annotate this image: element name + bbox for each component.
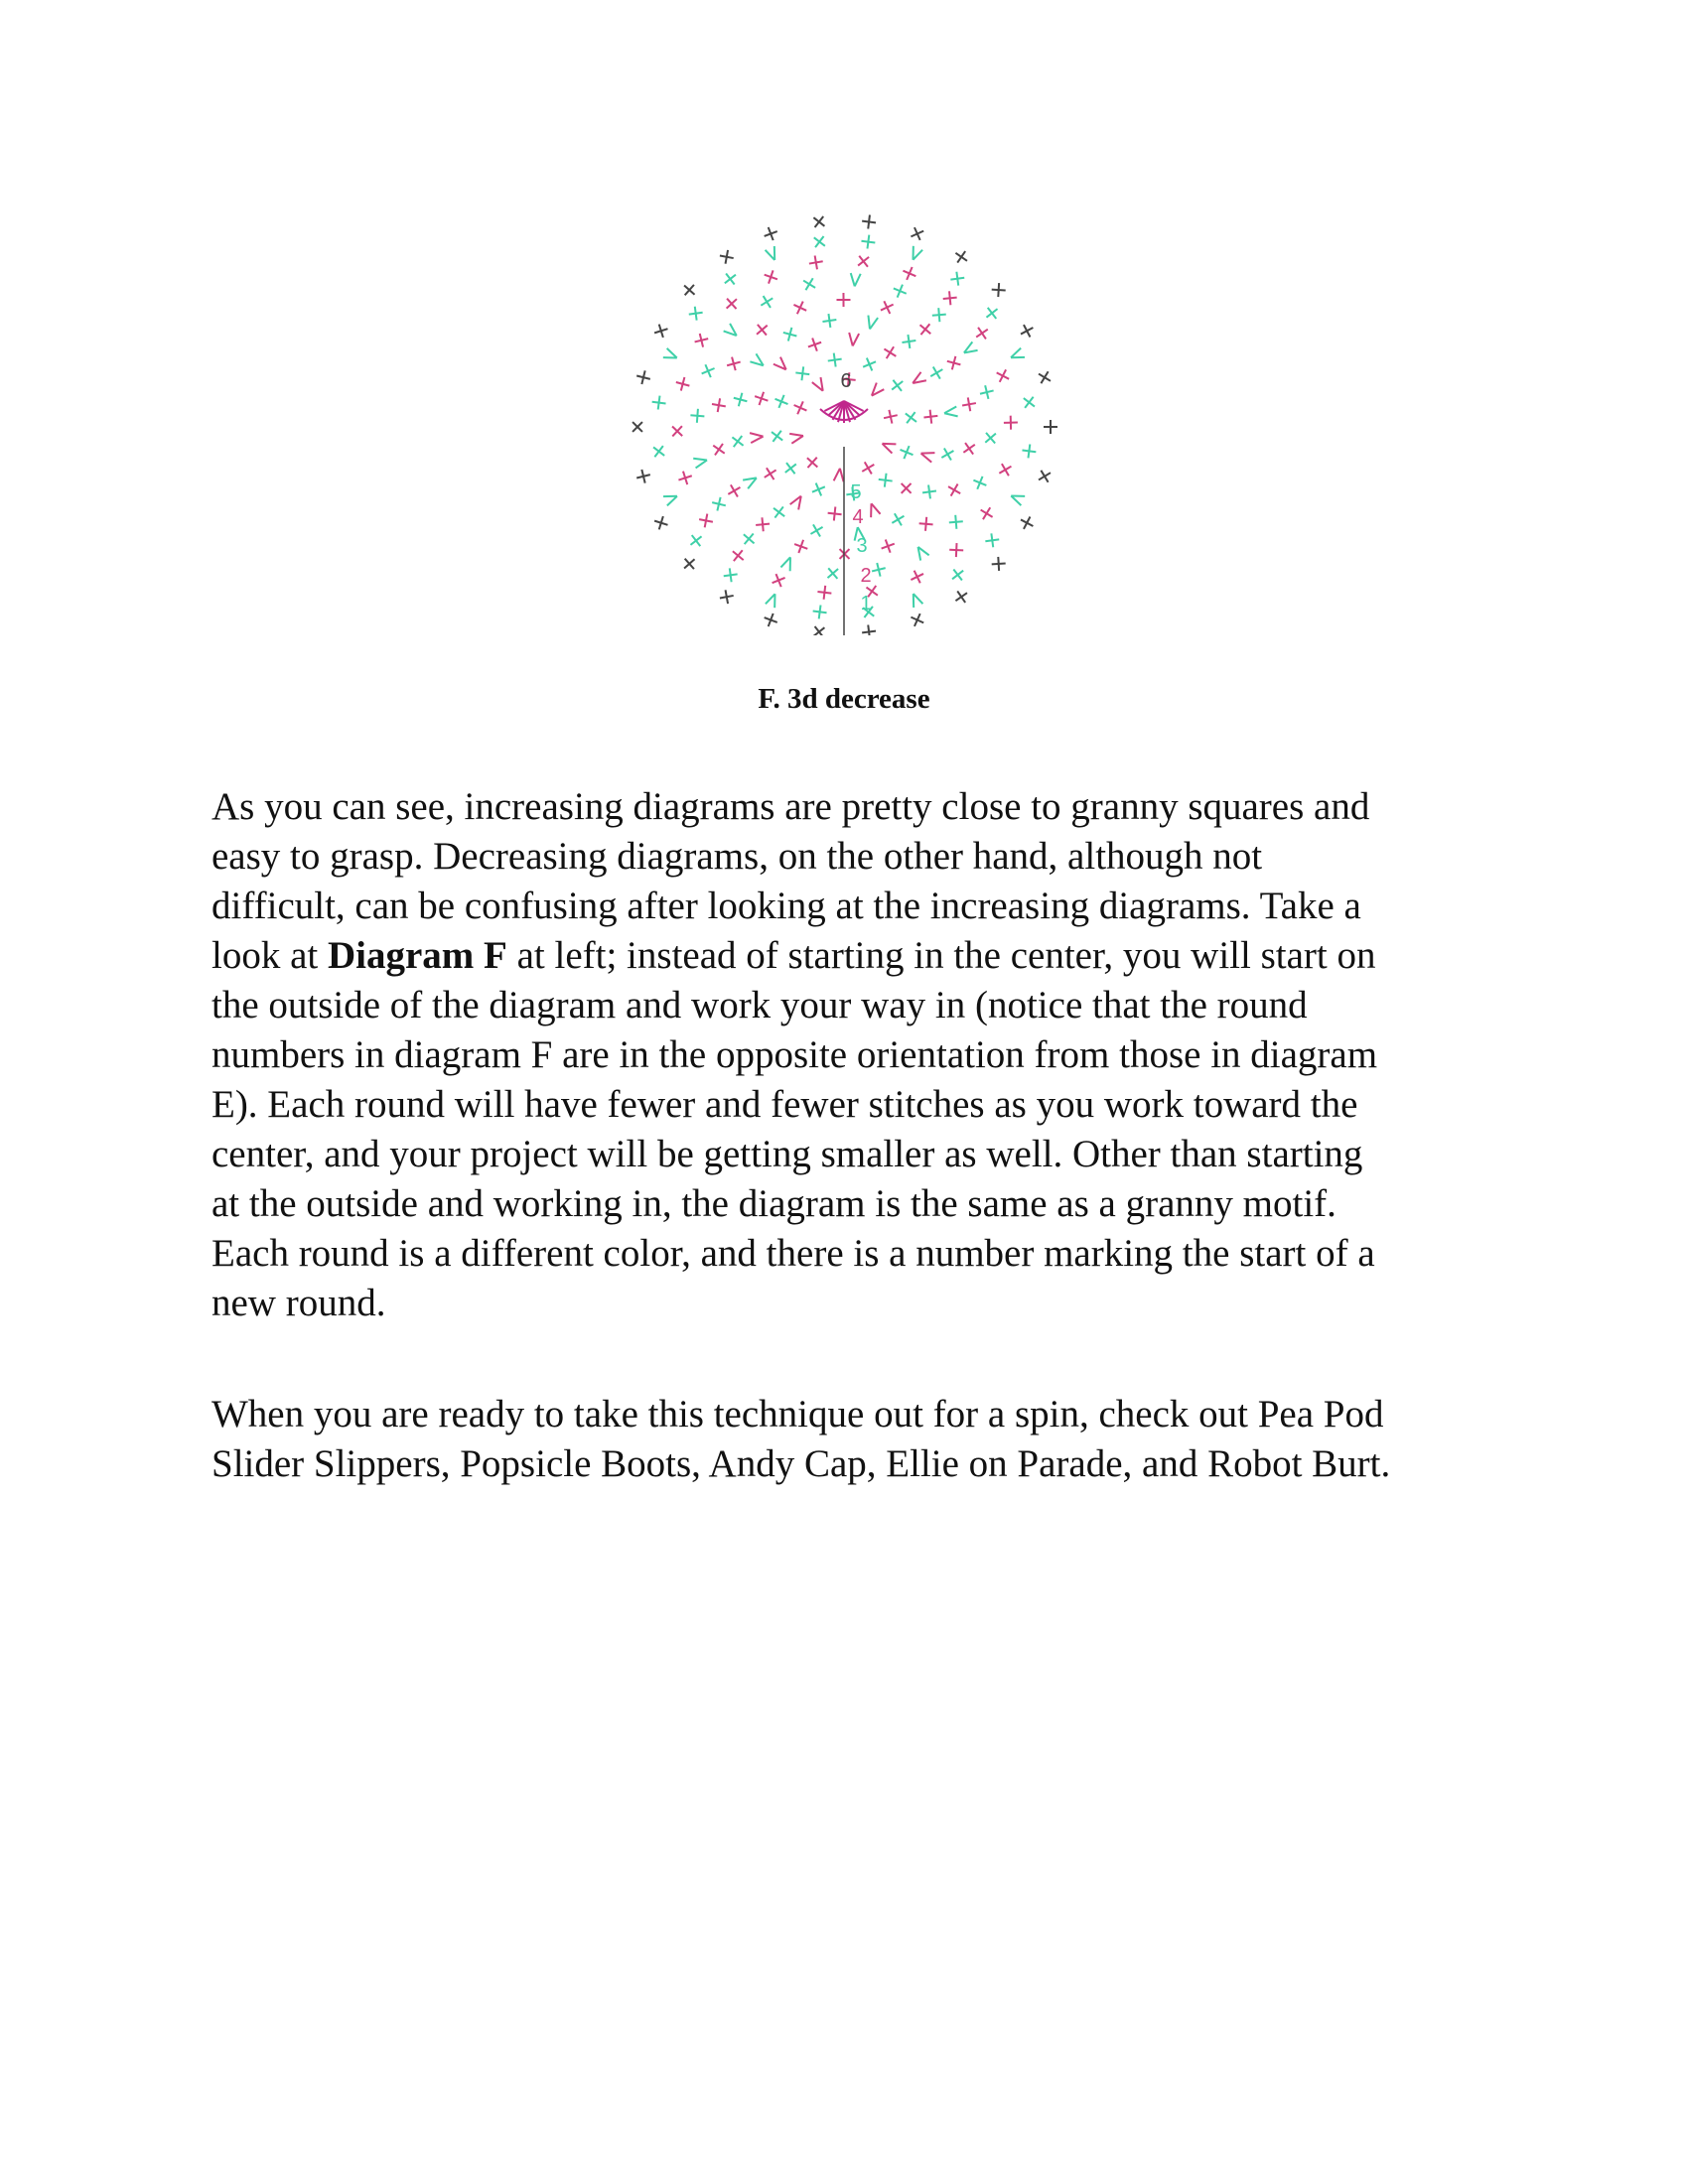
decrease-v-icon <box>909 592 922 608</box>
paragraph-line: As you can see, increasing diagrams are pretty close to granny squares and <box>211 785 1370 828</box>
stitch-plus-icon <box>951 247 970 266</box>
stitch-plus-icon <box>978 384 995 401</box>
stitch-x-icon <box>713 583 741 611</box>
paragraph-line: Slider Slippers, Popsicle Boots, Andy Cap, Ellie on Parade, and Robot Burt. <box>211 1442 1391 1485</box>
stitch-x-icon <box>766 568 791 594</box>
stitch-plus-icon <box>761 465 779 483</box>
stitch-x-icon <box>808 620 830 635</box>
stitch-x-icon <box>913 510 940 538</box>
stitch-plus-icon <box>822 313 838 329</box>
stitch-x-icon <box>808 210 830 232</box>
stitch-plus-icon <box>951 587 970 606</box>
stitch-plus-icon <box>635 468 652 484</box>
stitch-plus-icon <box>889 510 908 529</box>
stitch-plus-icon <box>1018 322 1037 341</box>
figure-caption: F. 3d decrease <box>758 683 930 715</box>
round-number-label: 3 <box>856 535 868 557</box>
stitch-x-icon <box>853 250 875 272</box>
stitch-plus-icon <box>881 343 900 362</box>
stitch-plus-icon <box>961 396 977 412</box>
round-number-label: 1 <box>860 593 872 614</box>
stitch-plus-icon <box>1004 416 1018 430</box>
stitch-plus-icon <box>883 408 900 425</box>
stitch-x-icon <box>797 272 821 296</box>
decrease-v-icon <box>850 273 861 287</box>
stitch-x-icon <box>647 509 674 536</box>
stitch-plus-icon <box>739 529 759 549</box>
stitch-x-icon <box>766 425 787 447</box>
paragraph-line <box>211 931 1502 981</box>
stitch-plus-icon <box>817 585 833 601</box>
line-text: at left; instead of starting in the center, you will start on <box>506 934 1376 977</box>
stitch-plus-icon <box>888 375 908 395</box>
stitch-plus-icon <box>711 397 727 413</box>
diagram-reference: Diagram F <box>327 934 507 977</box>
stitch-x-icon <box>958 437 981 460</box>
stitch-plus-icon <box>891 282 909 300</box>
round-number-label: 2 <box>860 565 872 587</box>
stitch-plus-icon <box>802 453 822 473</box>
stitch-plus-icon <box>898 443 915 461</box>
decrease-v-icon <box>766 246 779 262</box>
stitch-x-icon <box>628 417 647 437</box>
decrease-v-icon <box>961 341 977 356</box>
stitch-plus-icon <box>791 399 809 417</box>
decrease-v-icon <box>750 353 766 369</box>
stitch-plus-icon <box>806 336 824 353</box>
stitch-plus-icon <box>770 502 789 522</box>
stitch-x-icon <box>720 350 747 377</box>
stitch-plus-icon <box>948 565 968 585</box>
decrease-v-icon <box>848 333 859 346</box>
paragraph-line: at the outside and working in, the diagram is the same as a granny motif. <box>211 1182 1336 1225</box>
stitch-plus-icon <box>808 254 824 270</box>
stitch-plus-icon <box>679 554 699 574</box>
stitch-x-icon <box>692 507 720 535</box>
stitch-plus-icon <box>859 459 878 478</box>
stitch-plus-icon <box>836 293 850 307</box>
paragraph-line: easy to grasp. Decreasing diagrams, on the other hand, although not <box>211 835 1263 878</box>
stitch-plus-icon <box>792 537 810 555</box>
stitch-x-icon <box>822 563 843 584</box>
stitch-plus-icon <box>897 478 916 498</box>
crochet-diagram-figure <box>626 189 1062 635</box>
stitch-x-icon <box>943 265 971 293</box>
stitch-x-icon <box>787 295 812 320</box>
round-number-label: 5 <box>850 481 862 503</box>
stitch-x-icon <box>896 328 923 355</box>
decrease-v-icon <box>780 555 794 571</box>
stitch-plus-icon <box>773 392 790 410</box>
stitch-x-icon <box>1033 465 1056 488</box>
paragraph-line: difficult, can be confusing after looking at the increasing diagrams. Take a <box>211 885 1361 927</box>
stitch-plus-icon <box>908 568 926 587</box>
stitch-x-icon <box>804 518 828 542</box>
stitch-plus-icon <box>690 408 705 423</box>
decrease-v-icon <box>693 456 708 469</box>
decrease-v-icon <box>919 449 935 463</box>
stitch-x-icon <box>667 421 687 441</box>
stitch-x-icon <box>936 284 964 312</box>
stitch-plus-icon <box>923 409 939 425</box>
stitch-x-icon <box>935 442 959 466</box>
stitch-x-icon <box>905 221 930 247</box>
stitch-plus-icon <box>679 280 699 300</box>
decrease-v-icon <box>663 348 679 362</box>
stitch-x-icon <box>688 327 715 353</box>
decrease-v-icon <box>663 491 679 505</box>
stitch-x-icon <box>758 264 783 290</box>
stitch-plus-icon <box>972 324 991 342</box>
stitch-x-icon <box>875 295 900 320</box>
stitch-x-icon <box>647 318 674 344</box>
stitch-plus-icon <box>753 390 771 408</box>
stitch-x-icon <box>717 561 745 589</box>
decrease-v-icon <box>881 439 897 453</box>
stitch-x-icon <box>978 526 1006 554</box>
stitch-plus-icon <box>812 605 828 620</box>
stitch-x-icon <box>872 467 900 494</box>
stitch-plus-icon <box>762 611 779 628</box>
stitch-plus-icon <box>945 480 964 499</box>
decrease-v-icon <box>911 372 926 387</box>
stitch-plus-icon <box>977 504 996 523</box>
decrease-v-icon <box>790 493 805 509</box>
stitch-plus-icon <box>635 369 652 386</box>
stitch-x-icon <box>1033 365 1056 389</box>
decrease-v-icon <box>743 474 759 488</box>
stitch-plus-icon <box>721 269 741 289</box>
paragraph-line: the outside of the diagram and work your way in (notice that the round <box>211 984 1308 1026</box>
stitch-x-icon <box>708 438 731 461</box>
paragraph-line: Each round is a different color, and there is a number marking the start of a <box>211 1232 1375 1275</box>
stitch-plus-icon <box>861 214 877 230</box>
paragraph-line: new round. <box>211 1282 386 1324</box>
stitch-x-icon <box>682 300 710 328</box>
stitch-x-icon <box>985 276 1013 304</box>
stitch-plus-icon <box>651 395 667 411</box>
stitch-plus-icon <box>827 352 843 368</box>
stitch-x-icon <box>942 536 970 564</box>
decrease-v-icon <box>867 502 881 518</box>
round-number-label: 6 <box>840 370 852 392</box>
decrease-v-icon <box>914 544 928 560</box>
decrease-v-icon <box>750 432 764 443</box>
stitch-plus-icon <box>1018 513 1037 532</box>
decrease-v-icon <box>789 431 804 444</box>
stitch-plus-icon <box>861 624 877 635</box>
stitch-plus-icon <box>780 459 800 478</box>
decrease-v-icon <box>1009 348 1025 362</box>
stitch-plus-icon <box>901 264 918 282</box>
stitch-plus-icon <box>915 320 935 340</box>
stitch-plus-icon <box>879 537 897 555</box>
stitch-x-icon <box>985 550 1013 578</box>
stitch-x-icon <box>695 358 721 384</box>
decrease-v-icon <box>724 324 740 340</box>
stitch-plus-icon <box>927 363 946 382</box>
stitch-plus-icon <box>870 561 887 578</box>
stitch-x-icon <box>776 321 803 347</box>
stitch-plus-icon <box>686 531 706 551</box>
stitch-x-icon <box>942 508 970 536</box>
stitch-plus-icon <box>676 470 694 487</box>
paragraph-line: numbers in diagram F are in the opposite orientation from those in diagram <box>211 1033 1378 1076</box>
decrease-v-icon <box>865 316 878 331</box>
round-number-label: 4 <box>852 506 864 528</box>
stitch-plus-icon <box>753 320 773 340</box>
stitch-plus-icon <box>732 391 749 408</box>
paragraph-line: E). Each round will have fewer and fewer stitches as you work toward the <box>211 1083 1358 1126</box>
paragraph-projects <box>211 1390 1502 1489</box>
stitch-plus-icon <box>827 506 842 521</box>
decrease-v-icon <box>909 246 922 262</box>
stitch-x-icon <box>990 363 1015 388</box>
stitch-plus-icon <box>758 292 776 311</box>
stitch-plus-icon <box>722 294 742 314</box>
stitch-x-icon <box>980 428 1001 449</box>
stitch-x-icon <box>905 608 930 633</box>
stitch-x-icon <box>857 351 883 377</box>
stitch-plus-icon <box>982 304 1002 324</box>
stitch-plus-icon <box>725 481 744 500</box>
decrease-v-icon <box>1009 491 1025 505</box>
stitch-x-icon <box>900 407 921 429</box>
stitch-x-icon <box>806 477 832 502</box>
paragraph-intro <box>211 782 1502 1328</box>
stitch-x-icon <box>940 349 967 376</box>
decrease-v-icon <box>868 383 884 399</box>
stitch-plus-icon <box>728 546 748 566</box>
decrease-v-icon <box>834 468 845 481</box>
decrease-v-icon <box>774 357 789 373</box>
stitch-plus-icon <box>762 224 779 242</box>
stitch-x-icon <box>993 458 1017 481</box>
stitch-x-icon <box>713 243 741 271</box>
decrease-v-icon <box>812 377 827 393</box>
stitch-x-icon <box>727 430 749 452</box>
paragraph-line: When you are ready to take this technique out for a spin, check out Pea Pod <box>211 1393 1384 1435</box>
line-text: look at <box>211 934 328 977</box>
decrease-v-icon <box>943 406 957 418</box>
paragraph-line: center, and your project will be getting smaller as well. Other than starting <box>211 1133 1363 1175</box>
stitch-x-icon <box>1018 391 1040 413</box>
crochet-decrease-diagram <box>626 189 1062 635</box>
stitch-plus-icon <box>674 375 691 392</box>
decrease-v-icon <box>766 592 779 608</box>
stitch-x-icon <box>808 230 830 252</box>
stitch-plus-icon <box>1022 444 1038 460</box>
stitch-x-icon <box>915 478 943 506</box>
stitch-plus-icon <box>971 474 989 491</box>
stitch-plus-icon <box>1044 420 1057 434</box>
stitch-plus-icon <box>861 234 877 250</box>
stitch-x-icon <box>647 441 669 463</box>
